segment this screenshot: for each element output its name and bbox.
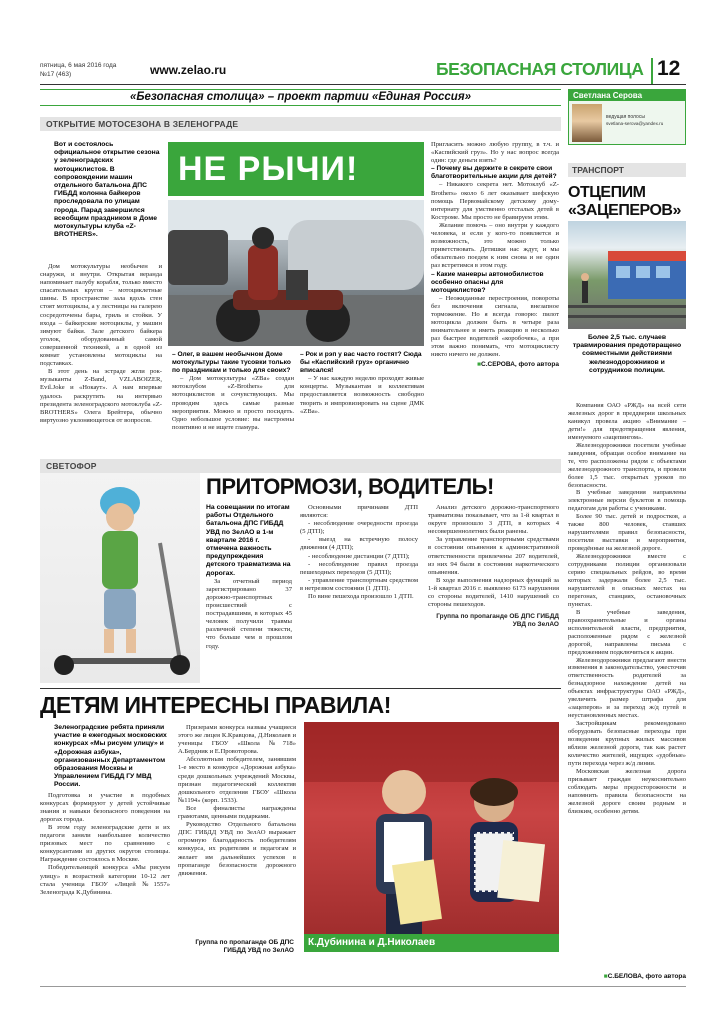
moto-col1-p2: В этот день на эстраде жгли рок-музыканты Z-Band, VZLABOIZER, Evil.Joke и «Нокаут». А нам впервые удалось раскрутить на интервью президента зеленоградского мотоклуба «Z-BROTHERS» Олега Брейтера, обычно виртуозно уклоняющегося от вопросов. [40,368,162,424]
train-signature [568,973,686,981]
train-p7: Железнодорожники предлагают внести изменения в законодательство, ужесточив ответственность родителей за безнадзорное нахождение детей на объектах инфраструктуры ОАО «РЖД», увеличить размер штрафа для «зацеперов» и за переход ж/д путей в неустановленных местах. [568,656,686,720]
moto-col1-p1: Дом мотокультуры необычен и снаружи, и внутри. Открытая веранда напоминает палубу корабля, только вместо спасательных кругов – мотоциклетные шины. В пространстве зала вдоль стен стоят мотоциклы, а у лестницы на галерею сосредоточены бары, гриль и стойки. У входа – байкерские мотоциклы, у машин зимуют байки. Зале детского байкера уголок, оборудованный самой совершенной техникой, а в одной из комнат установлены мотоциклы на подставках. [40,263,162,368]
train-p1: Компания ОАО «РЖД» на всей сети железных дорог в преддверии школьных каникул провела акцию «Внимание – дети!» для предотвращения явления, именуемого «зацепингом». [568,402,686,441]
author-email[interactable]: svetlana-serova@yandex.ru [606,121,664,126]
moto-a1: – Дом мотокультуры «ZBa» создан мотоклубом «Z-Brothers» для мотоциклистов и сочувствующих. Мы проводим здесь самые разные мероприятия. Можно и просто посидеть. Одно небольшое условие: вы настроены позитивно и не ищете гламура. [172,375,294,431]
traffic-col3-p2: За управление транспортными средствами в состоянии опьянения к административной ответственности привлечены 207 водителей, из них 94 были в состоянии наркотического опьянения. [428,536,559,576]
traffic-col3 [428,504,559,629]
moto-col1-text [40,263,162,425]
kids-col1-p2: В этом году зеленоградские дети и их педагоги заняли наибольшее количество призовых мест по сравнению с конкурсантами из других округов столицы. Награждение состоялось в Москве. [40,824,170,864]
train-p8: Застройщикам рекомендовано оборудовать безопасные переходы при возведении крупных жилых массивов вблизи железной дороги, так как растет количество жителей, ищущих «удобные» пути перехода через ж/д линии. [568,720,686,767]
moto-rubric: ОТКРЫТИЕ МОТОСЕЗОНА В ЗЕЛЕНОГРАДЕ [40,117,561,131]
moto-col2 [172,351,294,432]
traffic-col3-p1: Анализ детского дорожно-транспортного травматизма показывает, что за 1-й квартал в округе произошло 3 ДТП, в которых 4 несовершеннолетних были ранены. [428,504,559,536]
traffic-col2-p1: Основными причинами ДТП являются: [300,504,418,520]
train-rubric: ТРАНСПОРТ [568,163,686,177]
project-banner [40,89,561,106]
kids-col1-p1: Подготовка и участие в подобных конкурсах формируют у детей устойчивые знания и навыки безопасного поведения на дорогах города. [40,791,170,823]
train-lead: Более 2,5 тыс. случаев травмирования предотвращено совместными действиями железнодорожников и сотрудников полиции. [572,334,682,374]
kids-col2-p3: Все финалисты награждены грамотами, ценными подарками. [178,804,296,821]
moto-a2: – У нас каждую неделю проходят живые концерты. Музыкантам и коллективам предоставляется возможность свободно творить и импровизировать на сцене ДМК «ZBa». [300,375,424,415]
square-icon: ■ [603,973,608,980]
author-box [568,89,686,145]
moto-a4: – Неожиданные перестроения, повороты без включения сигнала, внезапное торможение. Но я всегда говорю: пилот мотоцикла должен быть в четыре раза внимательнее и иметь реакцию в несколько раз быстрее водителей «коробочек», а при этом важно понимать, что мотоциклисту никто ничего не должен. [431,294,559,359]
moto-col3 [431,141,559,369]
author-avatar [572,104,602,142]
moto-col3-p2: Желание помочь – оно внутри у каждого человека, и если у кого-то появляется и возможность, это можно только приветствовать. Детишки нас ждут, и мы обязательно поедем к ним снова и не один раз встретимся в этом году. [431,221,559,270]
traffic-col2 [300,504,418,601]
kids-photo [304,722,559,952]
traffic-col1 [206,504,292,651]
site-link[interactable]: www.zelao.ru [150,63,227,77]
kids-signature: Группа по пропаганде ОБ ДПС ГИБДД УВД по ЗелАО [195,939,294,954]
masthead-rule [40,84,686,85]
moto-q2: – Рок и рэп у вас часто гостят? Сюда бы «Каспийский груз» органично вписался! [300,351,422,375]
traffic-list-3: - несоблюдение правил проезда пешеходных переходов (5 ДТП); [300,560,418,576]
moto-title-box [168,142,424,196]
moto-col2b [300,351,424,416]
traffic-list-4: - управление транспортным средством в нетрезвом состоянии (1 ДТП). [300,576,418,592]
traffic-col2-p2: По вине пешехода произошло 1 ДТП. [308,593,414,601]
author-role: ведущая полосы [606,114,645,120]
moto-a3: – Никакого секрета нет. Мотоклуб «Z-Brothers» около 6 лет оказывает шефскую помощь Первомайскому детскому дому-интернату для умственно отсталых детей в Костроме. Мы просто не бравируем этим. [431,181,559,221]
train-signature-text: С.БЕЛОВА, фото автора [607,973,686,980]
moto-q1: – Олег, в вашем необычном Доме мотокультуры такие тусовки только по праздникам и только для своих? [172,351,291,375]
train-illustration [568,221,686,329]
train-p5: Железнодорожники вместе с сотрудниками полиции организовали серию специальных рейдов, во время которых задержали более 2,5 тыс. нарушителей в опасных местах на перегонах, станциях, остановочных пунктах. [568,553,686,608]
issue-number: №17 (463) [40,71,72,78]
kids-lead: Зеленоградские ребята приняли участие в ежегодных московских конкурсах «Мы рисуем улицу» и «Дорожная азбука», организованных Департаментом образования Москвы и Управлением ГИБДД ГУ МВД России. [54,724,167,789]
traffic-col3-p3: В ходе выполнения надзорных функций за 1-й квартал 2016 г. выявлено 6173 нарушения со стороны водителей, 1410 нарушений со стороны пешеходов. [428,576,559,609]
moto-signature [431,361,559,369]
train-title: ОТЦЕПИМ «ЗАЦЕПЕРОВ» [568,184,681,219]
train-photo [568,221,686,329]
kids-top-rule [40,688,561,689]
traffic-lead: На совещании по итогам работы Отдельного батальона ДПС ГИБДД УВД по ЗелАО в 1-м квартале 2016 г. отмечена важность предупреждения детского травматизма на дорогах. [206,504,291,577]
child-scooter-illustration [40,473,200,683]
kids-photo-caption [304,934,559,952]
traffic-list-2: - несоблюдение дистанции (7 ДТП); [308,552,410,560]
kids-photo-caption-text: К.Дубинина и Д.Николаев [308,937,436,948]
kids-col2-p1: Призерами конкурса назваы учащиеся этого же лицея К.Кравцова, Д.Николаев и ученицы ГБОУ «Школа №718» А.Бердник и Е.Провоторова. [178,724,296,756]
kids-col2 [178,724,296,878]
kids-col1 [40,724,170,897]
kids-col2-p2: Абсолютным победителем, занявшим 1-е место в конкурсе «Дорожная азбука» среди дошкольных учреждений Москвы, признан педагогический коллектив дошкольного отделения ГБОУ «Школа №1194» (корп. 1533). [178,756,296,804]
project-banner-text: «Безопасная столица» – проект партии «Единая Россия» [130,91,471,103]
moto-title: НЕ РЫЧИ! [178,150,359,188]
traffic-list-1: - выезд на встречную полосу движения (4 ДТП); [300,536,418,552]
train-p3: В учебные заведения направлены электронные версии буклетов в помощь педагогам для работы с учениками. [568,489,686,513]
train-body [568,402,686,816]
issue-date: пятница, 6 мая 2016 года [40,62,117,69]
section-title: БЕЗОПАСНАЯ СТОЛИЦА [436,59,644,79]
square-icon: ■ [477,360,482,368]
page-number: 12 [657,57,681,80]
moto-photo [168,200,424,346]
kids-award-illustration [304,722,559,952]
traffic-list-0: - несоблюдение очередности проезда (5 ДТП); [300,520,418,536]
masthead-divider [651,58,653,84]
bottom-rule [40,986,686,987]
traffic-photo [40,473,200,683]
kids-col1-p3: Победительницей конкурса «Мы рисуем улицу» в возрастной категории 10-12 лет стала ученица ГБОУ «Лицей №1557» Зеленограда К.Дубинина. [40,864,170,896]
traffic-rubric: СВЕТОФОР [40,459,561,473]
moto-col3-p1: Пригласить можно любую группу, в т.ч. и «Каспийский груз». Но у нас вопрос всегда один: где деньги взять? [431,141,559,165]
moto-signature-text: С.СЕРОВА, фото автора [481,360,559,368]
train-p9: Московская железная дорога призывает граждан неукоснительно соблюдать меры предосторожности и напомнить правила безопасности на железной дороге своим родным и близким, особенно детям. [568,767,686,815]
traffic-col1-p1: За отчетный период зарегистрировано 37 дорожно-транспортных происшествий с пострадавшими, в которых 45 человек получили травмы различной степени тяжести, что больше чем в прошлом году. [206,577,292,650]
kids-title: ДЕТЯМ ИНТЕРЕСНЫ ПРАВИЛА! [40,692,391,718]
traffic-title: ПРИТОРМОЗИ, ВОДИТЕЛЬ! [206,474,494,499]
train-p2: Железнодорожники посетили учебные заведения, обращая особое внимание на те, что расположены рядом с объектами железнодорожного транспорта, и провели более 1,5 тыс. открытых уроков по безопасности. [568,441,686,489]
traffic-signature: Группа по пропаганде ОБ ДПС ГИБДД УВД по ЗелАО [436,613,559,629]
moto-lead: Вот и состоялось официальное открытие сезона у зеленоградских мотоциклистов. В сопровождении машин отдельного батальона ДПС ГИБДД колонна байкеров проследовала по улицам города. Парад завершился всеобщим праздником в Доме мотокультуры клуба «Z-BROTHERS». [54,141,160,239]
motorcycle-illustration [168,200,424,346]
moto-q4: – Какие маневры автомобилистов особенно опасны для мотоциклистов? [431,270,544,294]
train-p6: В учебные заведения, правоохранительные и органы исполнительной власти, предприятия, расположенные рядом с железной дорогой, направлены письма с предложением подключиться к акции. [568,608,686,656]
moto-q3: – Почему вы держите в секрете свои благотворительные акции для детей? [431,165,557,181]
kids-col2-p4: Руководство Отдельного батальона ДПС ГИБДД УВД по ЗелАО выражает огромную благодарность победителям конкурса, их родителям и педагогам и желает им дальнейших успехов в пропаганде безопасности дорожного движения. [178,821,296,877]
author-name: Светлана Серова [569,90,685,101]
train-p4: Более 90 тыс. детей и подростков, а также 800 человек, ставших нарушителями правил безопасности, посетили выставки и мероприятия, проведённые на железной дороге. [568,513,686,553]
